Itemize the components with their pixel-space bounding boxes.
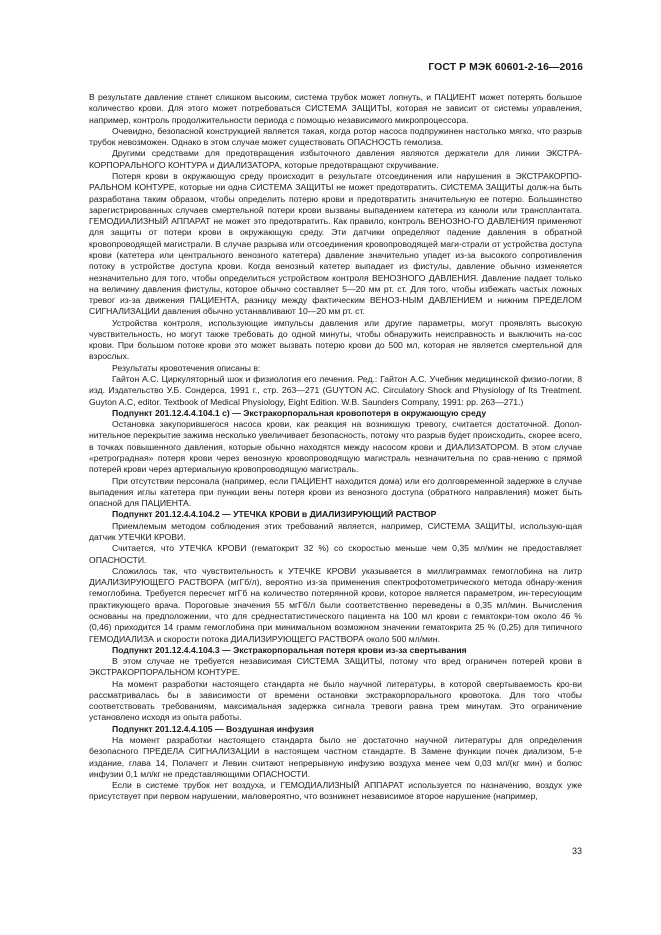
paragraph: Считается, что УТЕЧКА КРОВИ (гематокрит 32 %) со скоростью меньше чем 0,35 мл/мин не предоставляет ОПАСНОСТИ. [89, 543, 582, 565]
subclause-heading: Подпункт 201.12.4.4.104.2 — УТЕЧКА КРОВИ в ДИАЛИЗИРУЮЩИЙ РАСТВОР [112, 509, 437, 520]
subclause-heading: Подпункт 201.12.4.4.104.3 — Экстракорпоральная потеря крови из-за свертывания [112, 644, 467, 655]
paragraph: Очевидно, безопасной конструкцией является такая, когда ротор насоса подпружинен настолько мягко, что разрыв трубок невозможен. Однако в этом случае может существовать ОПАСНОСТЬ гемолиза. [89, 125, 582, 148]
paragraph: В этом случае не требуется независимая СИСТЕМА ЗАЩИТЫ, потому что вред ограничен потерей крови в ЭКСТРАКОРПОРАЛЬНОМ КОНТУРЕ. [89, 656, 582, 678]
subclause-heading: Подпункт 201.12.4.4.105 — Воздушная инфузия [112, 723, 314, 734]
standard-header: ГОСТ Р МЭК 60601-2-16—2016 [428, 62, 583, 73]
paragraph: Остановка закупорившегося насоса крови, как реакция на возникшую тревогу, считается достаточной. Допол-нительное перекрытие зажима несколько увеличивает безопасность, потому что разрыв будет происходить, скорее всего, в точках повышенного давления, которые обычно находятся между насосом крови и ДИАЛИЗАТОРОМ. В этом случае «ретроградная» потеря крови через венозную кровопроводящую магистраль незначительна по срав-нению с прямой потерей крови через артериальную кровопроводящую магистраль. [89, 419, 582, 475]
paragraph: Устройства контроля, использующие импульсы давления или другие параметры, могут проявлять высокую чувствительность, но могут также требовать до одной минуты, чтобы обнаружить неисправность и выключить на-сос крови. При большом потоке крови это может вызвать потерю крови до 500 мл, которая не является смертельной для взрослых. [89, 317, 582, 362]
paragraph: На момент разработки настоящего стандарта было не достаточно научной литературы для определения безопасного ПРЕДЕЛА СИГНАЛИЗАЦИИ в настоящем частном стандарте. В Замене функции почек диализом, 5-е издание, глава 14, Полачегг и Левин считают непрерывную инфузию воздуха менее чем 0,03 мл/(кг мин) и болюс инфузии 0,1 мл/кг не представляющими ОПАСНОСТИ. [89, 735, 582, 779]
paragraph: Гайтон А.С. Циркуляторный шок и физиология его лечения. Ред.: Гайтон А.С. Учебник медицинской физио-логии, 8 изд. Издательство У.Б. Сондерса, 1991 г., стр. 263—271 (GUYTON AC. Circulatory Shock and Physiology of Its Treatment. Guyton A.C, editor. Textbook of Medical Physiology, Eight Edition. W.B. Saunders Company, 1991: pp. 263—271.) [89, 374, 582, 407]
paragraph: Приемлемым методом соблюдения этих требований является, например, СИСТЕМА ЗАЩИТЫ, использую-щая датчик УТЕЧКИ КРОВИ. [89, 520, 582, 542]
paragraph: Результаты кровотечения описаны в: [112, 362, 261, 373]
paragraph: В результате давление станет слишком высоким, система трубок может лопнуть, и ПАЦИЕНТ может потерять большое количество крови. Для этого может потребоваться СИСТЕМА ЗАЩИТЫ, которая не зависит от системы управления, например, контроль продолжительности периода с помощью независимого микропроцессора. [89, 92, 582, 125]
paragraph: Другими средствами для предотвращения избыточного давления являются держатели для линии ЭКСТРА-КОРПОРАЛЬНОГО КОНТУРА и ДИАЛИЗАТОРА, которые предотвращают скручивание. [89, 148, 582, 170]
paragraph: На момент разработки настоящего стандарта не было научной литературы, в которой свертываемость кро-ви рассматривалась бы в зависимости от времени остановки экстракорпорального кровотока. Для того чтобы соответствовать требованиям, максимальная задержка сигнала тревоги равна трем минутам. Это ограничение установлено исходя из опыта работы. [89, 678, 582, 723]
paragraph: Если в системе трубок нет воздуха, и ГЕМОДИАЛИЗНЫЙ АППАРАТ используется по назначению, воздух уже присутствует при первом нарушении, маловероятно, что возникнет независимое второе нарушение (например, [89, 780, 582, 802]
paragraph: При отсутствии персонала (например, если ПАЦИЕНТ находится дома) или его долговременной задержке в случае выпадения иглы катетера при пункции вены потеря крови из венозного доступа (обратного направления) может быть опасной для ПАЦИЕНТА. [89, 475, 582, 509]
paragraph: Сложилось так, что чувствительность к УТЕЧКЕ КРОВИ указывается в миллиграммах гемоглобина на литр ДИАЛИЗИРУЮЩЕГО РАСТВОРА (мгГб/л), вероятно из-за применения спектрофотометрического метода обнару-жения гемоглобина. Требуется пересчет мгГб на количество потерянной крови, которое является параметром, ин-тересующим практикующего врача. Пороговые значения 55 мгГб/л были соответственно переведены в 0,35 мл/мин. Вычисления основаны на предположении, что для среднестатистического пациента на 100 мл крови с гематокри-том около 46 % (0,46) приходится 14 грамм гемоглобина при минимальном возможном значении гематокрита 25 % (0,25) для типичного ГЕМОДИАЛИЗА и скорости потока ДИАЛИЗИРУЮЩЕГО РАСТВОРА около 500 мл/мин. [89, 565, 582, 644]
document-body [89, 92, 582, 803]
page-number: 33 [571, 846, 582, 856]
paragraph: Потеря крови в окружающую среду происходит в результате отсоединения или нарушения в ЭКСТРАКОРПО-РАЛЬНОМ КОНТУРЕ, которые ни одна СИСТЕМА ЗАЩИТЫ не может предотвратить. СИСТЕМА ЗАЩИТЫ долж-на быть разработана таким образом, чтобы определить потерю крови и предотвратить значительную ее потерю. Большинство зарегистрированных случаев смертельной потери крови вызваны выпадением катетера из канюли или трансплантата. ГЕМОДИАЛИЗНЫЙ АППАРАТ не может это предотвратить. Как правило, контроль ВЕНОЗНО-ГО ДАВЛЕНИЯ применяют для защиты от потери крови в окружающую среду. Эти датчики определяют падение давления в обратной кровопроводящей магистрали. В случае разрыва или отсоединения кровопроводящей маги-страли от устройства доступа крови (катетера или центрального венозного катетера) давление значительно упадет из-за высокого сопротивления потоку в устройстве доступа крови. Когда венозный катетер выпадает из фистулы, давление обычно изменяется незначительно для того, чтобы определиться устройством контроля ВЕНОЗНОГО ДАВЛЕНИЯ. Давление падает только на величину давления фистулы, которое обычно составляет 5—20 мм рт. ст. Для того, чтобы избежать частых ложных тревог из-за движения ПАЦИЕНТА, разницу между фактическим ВЕНОЗ-НЫМ ДАВЛЕНИЕМ и нижним ПРЕДЕЛОМ СИГНАЛИЗАЦИИ давления обычно устанавливают 10—20 мм рт. ст. [89, 170, 582, 317]
subclause-heading: Подпункт 201.12.4.4.104.1 c) — Экстракорпоральная кровопотеря в окружающую среду [112, 407, 487, 418]
